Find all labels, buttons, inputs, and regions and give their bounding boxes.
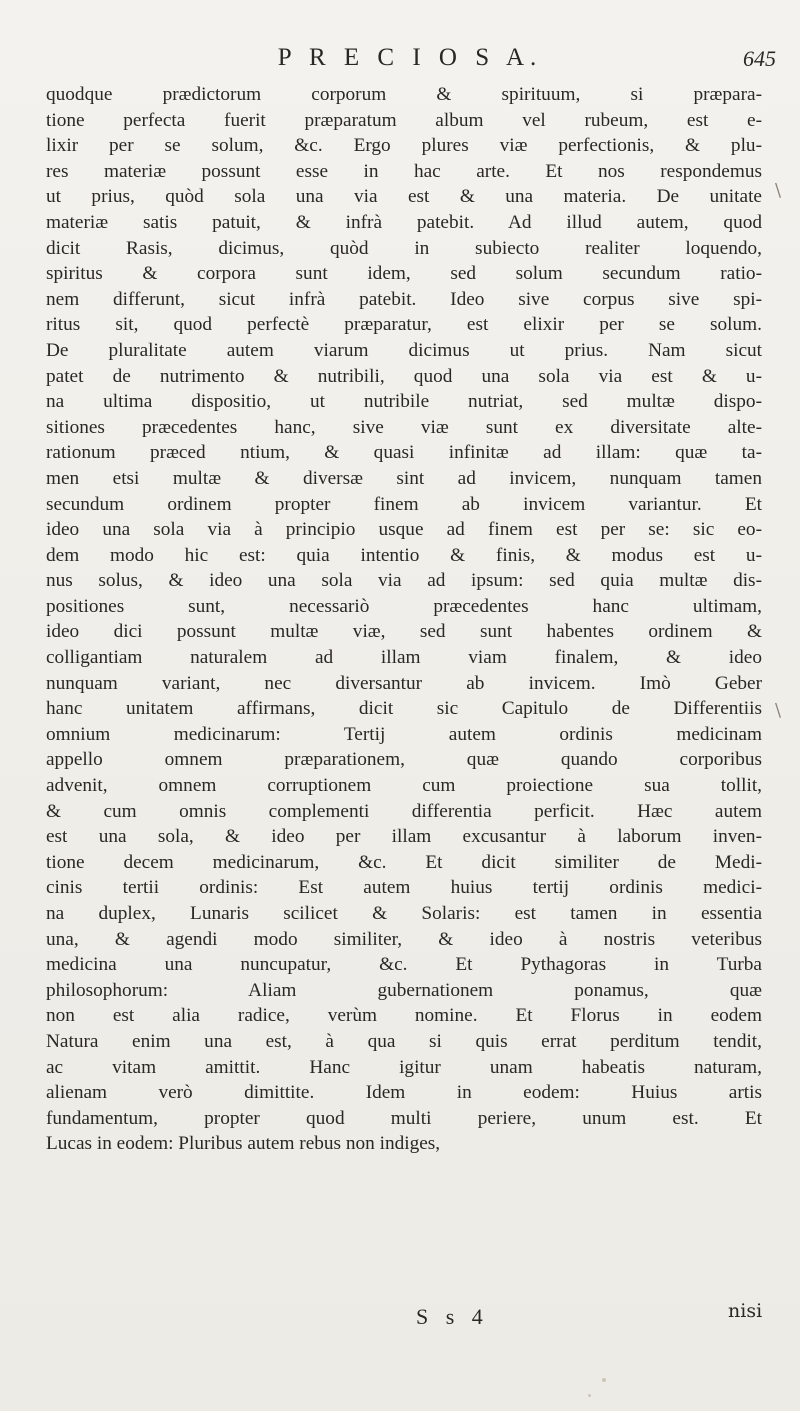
text-line: patet de nutrimento & nutribili, quod una sola via est & u- <box>46 365 762 387</box>
text-line: ac vitam amittit. Hanc igitur unam habeatis naturam, <box>46 1056 762 1078</box>
text-line: tione decem medicinarum, &c. Et dicit similiter de Medi- <box>46 851 762 873</box>
text-line: una, & agendi modo similiter, & ideo à nostris veteribus <box>46 928 762 950</box>
text-line: lixir per se solum, &c. Ergo plures viæ perfectionis, & plu- <box>46 135 762 157</box>
text-line: materiæ satis patuit, & infrà patebit. Ad illud autem, quod <box>46 211 762 233</box>
text-line: tione perfecta fuerit præparatum album vel rubeum, est e- <box>46 109 762 131</box>
paper-speck <box>588 1394 591 1397</box>
margin-mark: \ <box>775 700 782 721</box>
text-line: alienam verò dimittite. Idem in eodem: Huius artis <box>46 1082 762 1104</box>
text-line: Natura enim una est, à qua si quis errat perditum tendit, <box>46 1030 762 1052</box>
text-line: omnium medicinarum: Tertij autem ordinis medicinam <box>46 723 762 745</box>
text-line: ideo dici possunt multæ viæ, sed sunt habentes ordinem & <box>46 621 762 643</box>
text-line: non est alia radice, verùm nomine. Et Florus in eodem <box>46 1005 762 1027</box>
text-line: na duplex, Lunaris scilicet & Solaris: est tamen in essentia <box>46 903 762 924</box>
text-line: De pluralitate autem viarum dicimus ut prius. Nam sicut <box>46 339 762 361</box>
page-number: 645 <box>743 46 776 71</box>
page-footer <box>0 1304 800 1334</box>
text-line: rationum præced ntium, & quasi infinitæ ad illam: quæ ta- <box>46 442 762 464</box>
text-line: medicina una nuncupatur, &c. Et Pythagoras in Turba <box>46 954 762 976</box>
text-line: ut prius, quòd sola una via est & una materia. De unitate <box>46 186 762 208</box>
text-line: philosophorum: Aliam gubernationem ponamus, quæ <box>46 979 762 1001</box>
text-line: nem differunt, sicut infrà patebit. Ideo sive corpus sive spi- <box>46 288 762 310</box>
signature-mark: S s 4 <box>416 1304 489 1329</box>
catchword: nisi <box>728 1300 763 1322</box>
text-line: positiones sunt, necessariò præcedentes hanc ultimam, <box>46 595 762 617</box>
text-line: nus solus, & ideo una sola via ad ipsum: sed quia multæ dis- <box>46 570 762 592</box>
text-line: colligantiam naturalem ad illam viam finalem, & ideo <box>46 647 762 669</box>
text-line: fundamentum, propter quod multi periere, unum est. Et <box>46 1107 762 1129</box>
text-line: & cum omnis complementi differentia perficit. Hæc autem <box>46 800 762 822</box>
text-line: ritus sit, quod perfectè præparatur, est elixir per se solum. <box>46 314 762 336</box>
text-line: nunquam variant, nec diversantur ab invicem. Imò Geber <box>46 672 762 694</box>
text-line: hanc unitatem affirmans, dicit sic Capitulo de Differentiis <box>46 698 762 720</box>
text-line: appello omnem præparationem, quæ quando corporibus <box>46 749 762 771</box>
text-line: secundum ordinem propter finem ab invicem variantur. Et <box>46 493 762 515</box>
text-line: dicit Rasis, dicimus, quòd in subiecto realiter loquendo, <box>46 237 762 259</box>
text-line: res materiæ possunt esse in hac arte. Et nos respondemus <box>46 160 762 182</box>
text-line: ideo una sola via à principio usque ad finem est per se: sic eo- <box>46 519 762 541</box>
text-line: na ultima dispositio, ut nutribile nutriat, sed multæ dispo- <box>46 391 762 413</box>
text-line: spiritus & corpora sunt idem, sed solum secundum ratio- <box>46 263 762 285</box>
running-title: P R E C I O S A. <box>277 44 543 71</box>
text-line: est una sola, & ideo per illam excusantur à laborum inven- <box>46 826 762 848</box>
margin-mark: \ <box>775 180 782 201</box>
page-header <box>40 44 780 84</box>
text-line: sitiones præcedentes hanc, sive viæ sunt ex diversitate alte- <box>46 416 762 438</box>
text-line: advenit, omnem corruptionem cum proiectione sua tollit, <box>46 775 762 797</box>
text-line: men etsi multæ & diversæ sint ad invicem, nunquam tamen <box>46 467 762 489</box>
text-line: quodque prædictorum corporum & spirituum, si præpara- <box>46 84 762 105</box>
text-line: cinis tertii ordinis: Est autem huius tertij ordinis medici- <box>46 877 762 899</box>
paper-speck <box>602 1378 606 1382</box>
body-text <box>46 82 762 1157</box>
text-line: Lucas in eodem: Pluribus autem rebus non indiges, <box>46 1133 441 1155</box>
text-line: dem modo hic est: quia intentio & finis, & modus est u- <box>46 544 762 566</box>
